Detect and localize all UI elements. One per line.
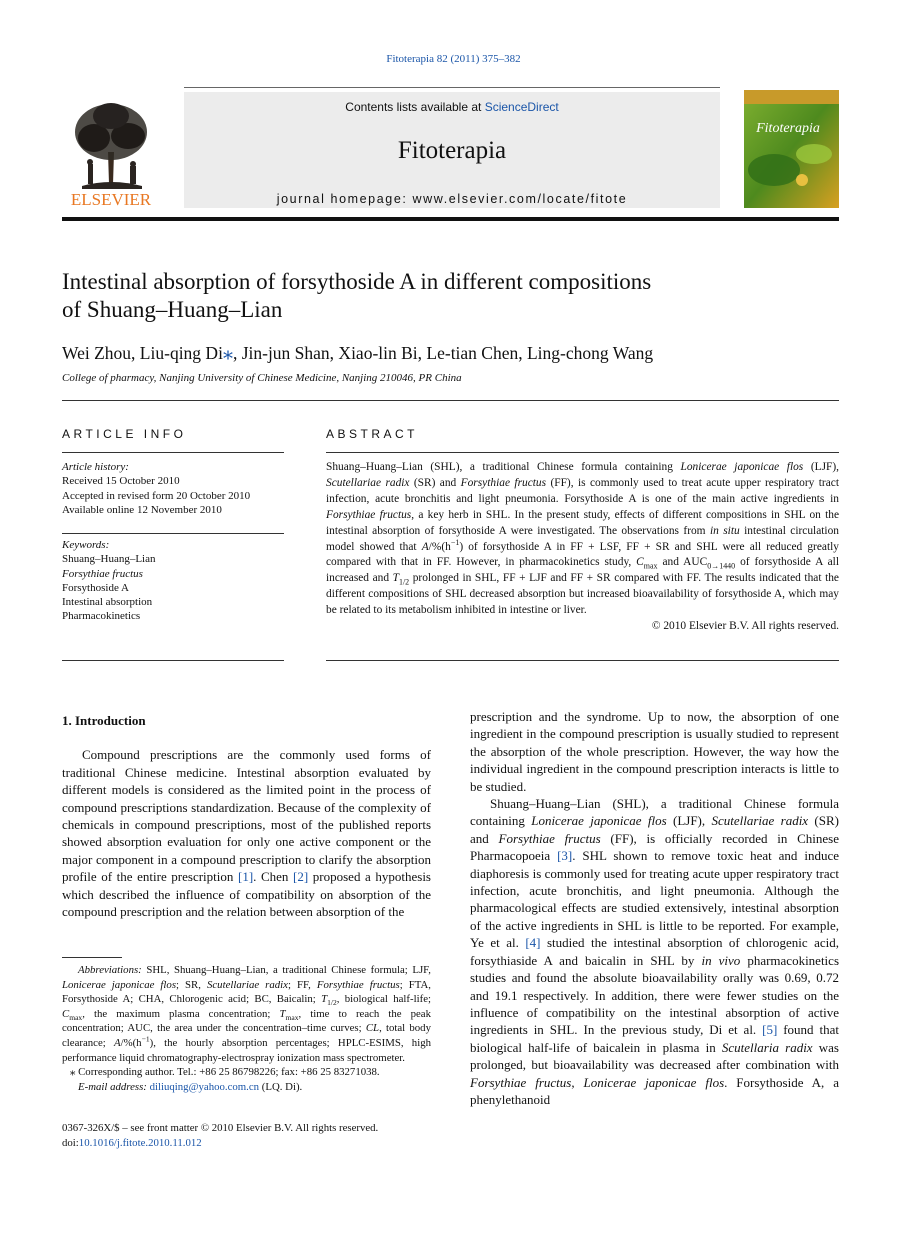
cover-title: Fitoterapia xyxy=(756,121,820,136)
email-label: E-mail address: xyxy=(78,1080,147,1093)
elsevier-wordmark: ELSEVIER xyxy=(70,190,152,208)
intro-paragraph-1: Compound prescriptions are the commonly used forms of traditional Chinese medicine. Intestinal absorption evaluated by different models is considered as the limited point in the process of compound prescriptions standardization. Because of the complexity of chemicals in compound prescriptions, most of the published reports showed absorption evaluation for only one active component or the major component in a compound prescription to clarify the absorption profile of the entire prescription [1]. Chen [2] proposed a hypothesis which described the influence of compatibility on absorption of the compound prescription and the relation between absorption of the xyxy=(62,747,431,920)
contents-prefix: Contents lists available at xyxy=(345,100,485,114)
affiliation: College of pharmacy, Nanjing University of Chinese Medicine, Nanjing 210046, PR China xyxy=(62,372,462,384)
article-info-rule-top xyxy=(62,452,284,453)
abstract-heading: ABSTRACT xyxy=(326,427,419,441)
doi-link[interactable]: 10.1016/j.fitote.2010.11.012 xyxy=(78,1136,202,1149)
abstract-rule-top xyxy=(326,452,839,453)
article-info-heading: ARTICLE INFO xyxy=(62,427,187,441)
keyword-item: Intestinal absorption xyxy=(62,596,153,609)
citation-link-1[interactable]: [1] xyxy=(237,869,254,885)
article-history xyxy=(62,460,284,517)
history-received: Received 15 October 2010 xyxy=(62,475,180,488)
corresponding-author-mark[interactable]: ⁎ xyxy=(222,342,233,364)
keyword-item: Pharmacokinetics xyxy=(62,610,141,623)
intro-paragraph-2: Shuang–Huang–Lian (SHL), a traditional Chinese formula containing Lonicerae japonicae flos (LJF), Scutellariae radix (SR) and Forsythiae fructus (FF), is officially recorded in Chinese Pharmacopoeia [3]. SHL shown to remove toxic heat and induce diaphoresis is commonly used for treating acute upper respiratory tract infection, acute bronchitis, and light pneumonia. Although the pharmacological effects are studied extensively, intestinal absorption of the active ingredients in SHL is little to be reported. For example, Ye et al. [4] studied the intestinal absorption of chlorogenic acid, forsythiaside A and baicalin in SHL by in vivo pharmacokinetics studies and found the absolute bioavailability orally was 0.69, 0.72 and 19.1 respectively. In addition, there were fewer studies on the influence of compatibility on the intestinal absorption of active ingredients in SHL. In the previous study, Di et al. [5] found that biological half-life of baicalein in plasma in Scutellaria radix was prolonged, but bioavailability was decreased after combination with Forsythiae fructus, Lonicerae japonicae flos. Forsythoside A, a phenylethanoid xyxy=(470,796,840,1107)
article-info-rule-mid xyxy=(62,533,284,534)
corresponding-text: Corresponding author. Tel.: +86 25 86798226; fax: +86 25 83271038. xyxy=(78,1066,380,1079)
journal-name: Fitoterapia xyxy=(397,137,507,164)
history-revised: Accepted in revised form 20 October 2010 xyxy=(62,489,251,502)
elsevier-tree-icon xyxy=(62,92,160,208)
journal-cover-image xyxy=(744,90,839,208)
abbreviations-footnote: Abbreviations: SHL, Shuang–Huang–Lian, a traditional Chinese formula; LJF, Lonicerae japonicae flos; SR, Scutellariae radix; FF, Forsythiae fructus; FTA, Forsythoside A; CHA, Chlorogenic acid; BC, Baicalin; $T_{1/2}$, biological half-life; $C_{max}$, the maximum plasma concentration; $T_{max}$, time to reach the peak concentration; AUC, the area under the concentration–time curves; CL, total body clearance; $A/\%(h^{-1})$, the hourly absorption percentages; HPLC-ESIMS, high performance liquid chromatography-electrospray ionization mass spectrometer. xyxy=(62,964,432,1064)
section-title-introduction: 1. Introduction xyxy=(62,713,146,728)
email-suffix: (LQ. Di). xyxy=(261,1080,303,1093)
footnote-rule xyxy=(62,957,122,958)
elsevier-logo xyxy=(62,92,160,208)
affiliation-rule xyxy=(62,400,839,401)
abstract-copyright: © 2010 Elsevier B.V. All rights reserved. xyxy=(651,620,839,633)
body-column-left xyxy=(62,712,431,920)
corresponding-footnote: ⁎ Corresponding author. Tel.: +86 25 86798226; fax: +86 25 83271038. xyxy=(70,1066,380,1079)
citation-link-5[interactable]: [5] xyxy=(762,1022,778,1038)
header-bottom-rule xyxy=(62,217,839,221)
contents-line xyxy=(184,100,720,114)
abstract-text: Shuang–Huang–Lian (SHL), a traditional Chinese formula containing Lonicerae japonicae flos (LJF), Scutellariae radix (SR) and Forsythiae fructus (FF), is commonly used to treat acute upper respiratory tract infection, acute bronchitis and light pneumonia. Forsythoside A is one of the main active ingredients in Forsythiae fructus, a key herb in SHL. In the present study, effects of different compositions in SHL on the intestinal absorption of forsythoside A were investigated. The observations from in situ intestinal circulation model showed that $A/\%(h^{-1})$ of forsythoside A in FF + LSF, FF + SR and SHL were all reduced greatly compared with that in FF. However, in pharmacokinetics study, $C_{max}$ and $AUC_{0\to 1440}$ of forsythoside A all increased and $T_{1/2}$ prolonged in SHL, FF + LJF and FF + SR compared with FF. The results indicated that the different compositions of SHL decreased absorption but increased bioavailability of forsythoside A, which may be related to its metabolism inhibited in intestine or liver. © 2010 Elsevier B.V. All rights reserved. xyxy=(326,460,839,635)
journal-homepage[interactable]: journal homepage: www.elsevier.com/locate/fitote xyxy=(276,192,628,206)
history-label: Article history: xyxy=(62,461,129,473)
keywords-label: Keywords: xyxy=(62,539,110,551)
email-footnote xyxy=(62,1080,431,1095)
intro-paragraph-1-cont: prescription and the syndrome. Up to now, the absorption of one ingredient in the compound prescription is usually studied to represent the absorption of the whole prescription. However, the way how the individual ingredient in the compound prescription interacts is little to be studied. xyxy=(470,709,839,794)
article-title-line-1: Intestinal absorption of forsythoside A in different compositions xyxy=(62,269,652,294)
sciencedirect-link[interactable]: ScienceDirect xyxy=(484,100,559,114)
citation-link-4[interactable]: [4] xyxy=(525,935,541,951)
header-top-rule xyxy=(184,87,720,88)
doi-line xyxy=(62,1136,431,1151)
author-list xyxy=(62,340,842,365)
abstract-rule-bottom xyxy=(326,660,839,661)
article-title xyxy=(62,268,842,324)
body-column-right xyxy=(470,708,839,1108)
article-title-line-2: of Shuang–Huang–Lian xyxy=(62,297,283,322)
history-online: Available online 12 November 2010 xyxy=(62,503,222,516)
keywords xyxy=(62,538,284,624)
front-matter-line: 0367-326X/$ – see front matter © 2010 Elsevier B.V. All rights reserved. xyxy=(62,1122,379,1134)
footnotes xyxy=(62,963,431,1094)
keyword-item: Forsythoside A xyxy=(62,581,129,594)
keyword-item: Forsythiae fructus xyxy=(62,567,143,580)
article-info-rule-bottom xyxy=(62,660,284,661)
doi-label: doi: xyxy=(62,1136,79,1149)
keyword-item: Shuang–Huang–Lian xyxy=(62,553,156,566)
citation-link-2[interactable]: [2] xyxy=(293,869,309,885)
email-link[interactable]: diliuqing@yahoo.com.cn xyxy=(149,1080,260,1093)
authors-rest: , Jin-jun Shan, Xiao-lin Bi, Le-tian Chen, Ling-chong Wang xyxy=(232,343,654,363)
front-matter xyxy=(62,1121,431,1150)
authors-first: Wei Zhou, Liu-qing Di xyxy=(62,343,223,363)
journal-citation[interactable]: Fitoterapia 82 (2011) 375–382 xyxy=(386,53,521,65)
citation-link-3[interactable]: [3] xyxy=(557,848,573,864)
